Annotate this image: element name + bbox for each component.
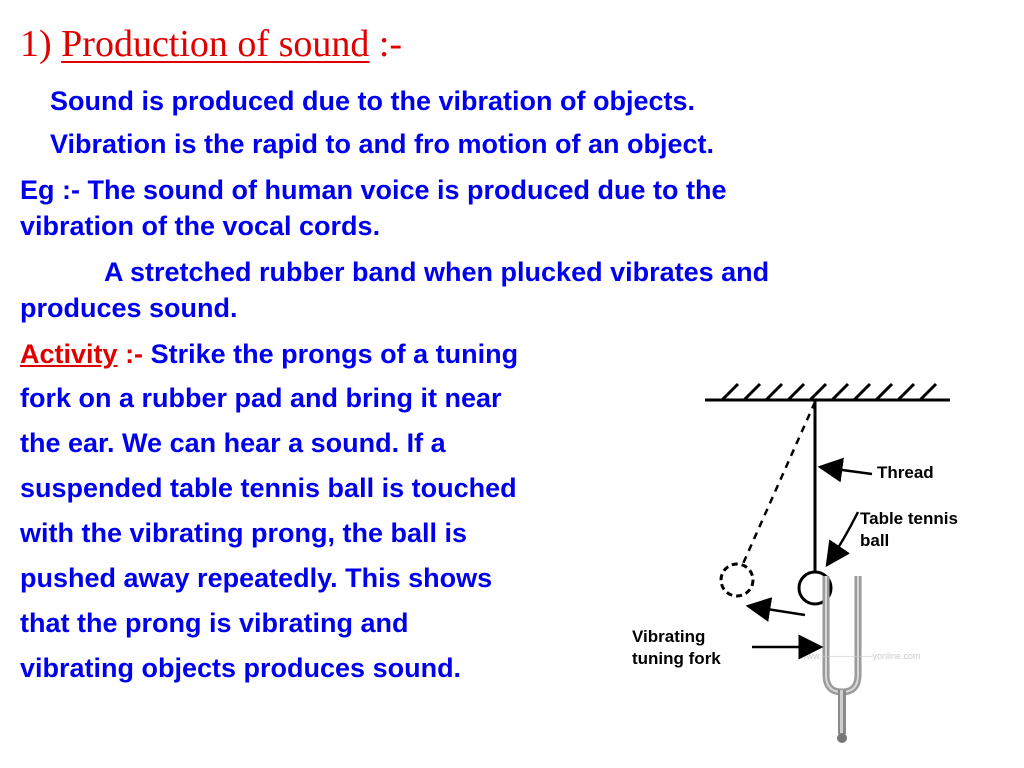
thread-label: Thread bbox=[877, 463, 934, 482]
body-line-5: A stretched rubber band when plucked vibrates and bbox=[104, 257, 770, 287]
fork-label-line-1: Vibrating bbox=[632, 627, 706, 646]
ball-arrow bbox=[827, 512, 858, 565]
body-line-2: Vibration is the rapid to and fro motion of an object. bbox=[50, 129, 715, 159]
thread-arrow bbox=[820, 467, 872, 474]
slide-title bbox=[20, 22, 402, 66]
push-arrow bbox=[748, 606, 805, 615]
activity-line-1 bbox=[20, 339, 518, 370]
activity-line-8: vibrating objects produces sound. bbox=[20, 653, 462, 683]
ball-label-line-1: Table tennis bbox=[860, 509, 958, 528]
displaced-ball bbox=[721, 564, 753, 596]
title-heading: Production of sound bbox=[61, 23, 370, 65]
fork-label-line-2: tuning fork bbox=[632, 649, 721, 668]
activity-line-4: suspended table tennis ball is touched bbox=[20, 473, 517, 503]
diagram-drawing bbox=[620, 370, 1020, 760]
displaced-thread bbox=[742, 402, 815, 566]
activity-line-5: with the vibrating prong, the ball is bbox=[20, 518, 468, 548]
activity-line-3: the ear. We can hear a sound. If a bbox=[20, 428, 446, 458]
title-number: 1) bbox=[20, 23, 52, 65]
ball-label-line-2: ball bbox=[860, 531, 890, 550]
activity-separator: :- bbox=[125, 339, 144, 369]
body-line-6: produces sound. bbox=[20, 293, 238, 323]
activity-line-2: fork on a rubber pad and bring it near bbox=[20, 383, 502, 413]
activity-line-6: pushed away repeatedly. This shows bbox=[20, 563, 493, 593]
ceiling-support bbox=[705, 384, 950, 400]
watermark: www.────────yonline.com bbox=[800, 651, 921, 661]
title-suffix: :- bbox=[378, 23, 403, 65]
body-line-4: vibration of the vocal cords. bbox=[20, 211, 381, 241]
activity-label: Activity bbox=[20, 339, 118, 369]
body-line-3: Eg :- The sound of human voice is produced due to the bbox=[20, 175, 727, 205]
activity-line-7: that the prong is vibrating and bbox=[20, 608, 409, 638]
activity-text: Strike the prongs of a tuning bbox=[150, 339, 519, 369]
body-line-1: Sound is produced due to the vibration of objects. bbox=[50, 86, 696, 116]
tuning-fork-diagram bbox=[620, 370, 1020, 760]
